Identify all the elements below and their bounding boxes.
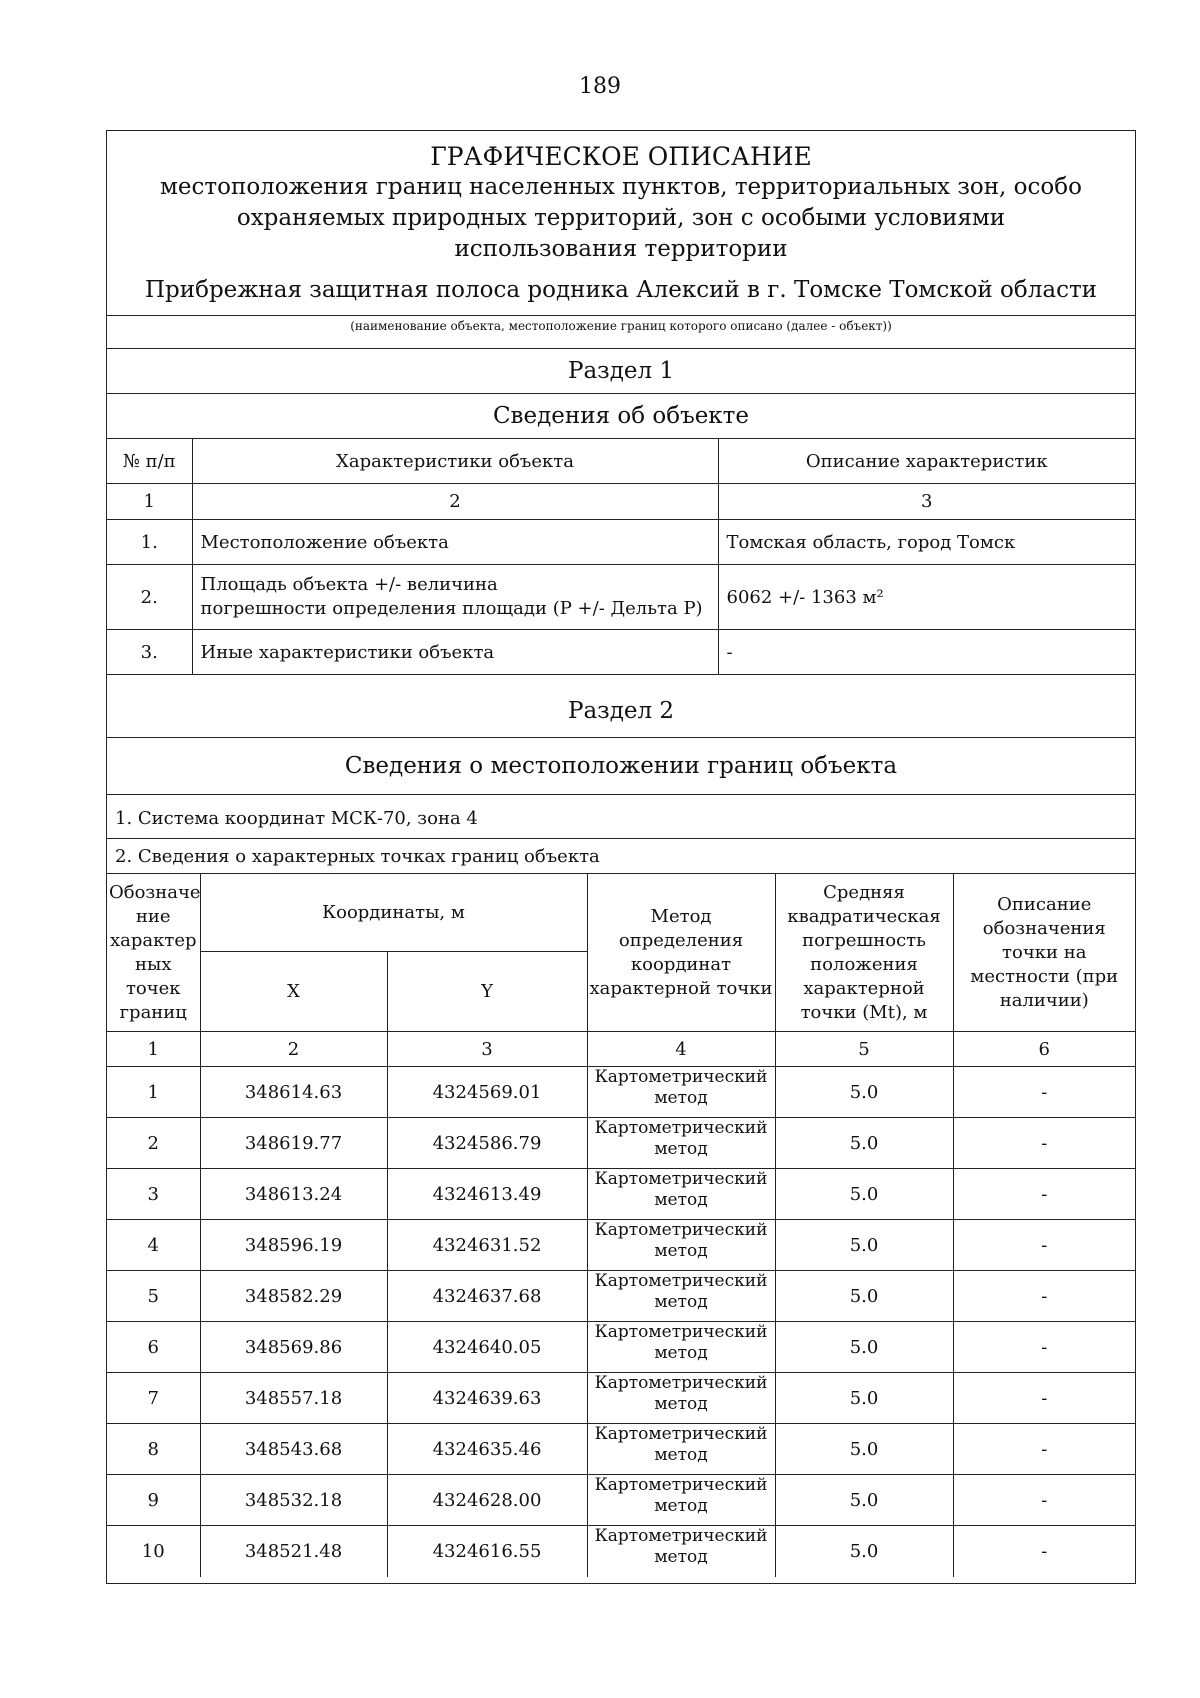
row-number: 2. (107, 565, 192, 630)
point-description: - (953, 1067, 1135, 1118)
point-error: 5.0 (775, 1526, 953, 1577)
point-x: 348613.24 (200, 1169, 387, 1220)
column-number: 3 (387, 1032, 587, 1067)
point-x: 348557.18 (200, 1373, 387, 1424)
section1-title: Раздел 1 (107, 349, 1135, 394)
point-method: Картометрический метод (587, 1424, 775, 1475)
point-x: 348582.29 (200, 1271, 387, 1322)
object-name: Прибрежная защитная полоса родника Алексий в г. Томске Томской области (144, 277, 1098, 303)
column-number: 5 (775, 1032, 953, 1067)
x-header: X (200, 952, 387, 1032)
point-description: - (953, 1424, 1135, 1475)
point-y: 4324569.01 (387, 1067, 587, 1118)
point-description: - (953, 1271, 1135, 1322)
point-number: 10 (107, 1526, 200, 1577)
column-number-row (107, 484, 1135, 520)
column-number: 6 (953, 1032, 1135, 1067)
column-number: 4 (587, 1032, 775, 1067)
characteristic-value: 6062 +/- 1363 м² (718, 565, 1135, 630)
point-method: Картометрический метод (587, 1169, 775, 1220)
point-y: 4324635.46 (387, 1424, 587, 1475)
table-row (107, 1271, 1135, 1322)
point-number: 5 (107, 1271, 200, 1322)
point-description: - (953, 1373, 1135, 1424)
point-description: - (953, 1475, 1135, 1526)
table-row (107, 565, 1135, 630)
points-body (107, 1067, 1135, 1577)
column-header: № п/п (107, 439, 192, 484)
row-number: 3. (107, 630, 192, 675)
point-y: 4324613.49 (387, 1169, 587, 1220)
row-number: 1. (107, 520, 192, 565)
page-number: 189 (579, 74, 621, 99)
point-number: 4 (107, 1220, 200, 1271)
point-method: Картометрический метод (587, 1475, 775, 1526)
point-error: 5.0 (775, 1220, 953, 1271)
characteristic-value: Томская область, город Томск (718, 520, 1135, 565)
point-x: 348619.77 (200, 1118, 387, 1169)
point-x: 348532.18 (200, 1475, 387, 1526)
section2-subtitle: Сведения о местоположении границ объекта (107, 738, 1135, 795)
point-method: Картометрический метод (587, 1220, 775, 1271)
point-error: 5.0 (775, 1067, 953, 1118)
points-table (107, 873, 1135, 1577)
point-method: Картометрический метод (587, 1271, 775, 1322)
document-title: ГРАФИЧЕСКОЕ ОПИСАНИЕ (430, 142, 812, 171)
point-number: 6 (107, 1322, 200, 1373)
point-y: 4324586.79 (387, 1118, 587, 1169)
characteristic-value: - (718, 630, 1135, 675)
point-description: - (953, 1322, 1135, 1373)
point-y: 4324640.05 (387, 1322, 587, 1373)
error-header: Средняя квадратическая погрешность положения характерной точки (Mt), м (775, 874, 953, 1032)
point-method: Картометрический метод (587, 1526, 775, 1577)
point-method: Картометрический метод (587, 1118, 775, 1169)
table-row (107, 1169, 1135, 1220)
point-x: 348521.48 (200, 1526, 387, 1577)
table-header-row (107, 874, 1135, 952)
point-x: 348596.19 (200, 1220, 387, 1271)
characteristic-name (192, 565, 718, 630)
table-row (107, 1118, 1135, 1169)
point-description: - (953, 1169, 1135, 1220)
point-error: 5.0 (775, 1271, 953, 1322)
column-number-row (107, 1032, 1135, 1067)
table-row (107, 1067, 1135, 1118)
characteristic-name-line: погрешности определения площади (P +/- Дельта P) (200, 598, 703, 619)
point-y: 4324628.00 (387, 1475, 587, 1526)
point-x: 348614.63 (200, 1067, 387, 1118)
point-error: 5.0 (775, 1475, 953, 1526)
table-row (107, 1424, 1135, 1475)
point-y: 4324631.52 (387, 1220, 587, 1271)
object-info-table (107, 438, 1135, 675)
point-error: 5.0 (775, 1373, 953, 1424)
point-number: 2 (107, 1118, 200, 1169)
point-number: 9 (107, 1475, 200, 1526)
point-y: 4324639.63 (387, 1373, 587, 1424)
document-frame (106, 130, 1136, 1584)
column-header: Описание характеристик (718, 439, 1135, 484)
column-number: 1 (107, 484, 192, 520)
object-name-underline (107, 315, 1135, 316)
point-x: 348543.68 (200, 1424, 387, 1475)
document-header (107, 131, 1135, 349)
table-row (107, 520, 1135, 565)
column-number: 1 (107, 1032, 200, 1067)
point-description: - (953, 1220, 1135, 1271)
description-header: Описание обозначения точки на местности (при наличии) (953, 874, 1135, 1032)
point-x: 348569.86 (200, 1322, 387, 1373)
designation-header: Обозначе ние характер ных точек границ (107, 874, 200, 1032)
column-number: 3 (718, 484, 1135, 520)
coordinate-system: 1. Система координат МСК-70, зона 4 (107, 795, 1135, 839)
points-title: 2. Сведения о характерных точках границ объекта (107, 839, 1135, 874)
point-description: - (953, 1526, 1135, 1577)
point-y: 4324637.68 (387, 1271, 587, 1322)
document-subtitle: местоположения границ населенных пунктов, территориальных зон, особо охраняемых природных территорий, зон с особыми условиями использования территории (160, 174, 1082, 262)
characteristic-name: Местоположение объекта (192, 520, 718, 565)
section2-title: Раздел 2 (107, 681, 1135, 738)
point-description: - (953, 1118, 1135, 1169)
object-caption: (наименование объекта, местоположение границ которого описано (далее - объект)) (350, 319, 892, 333)
y-header: Y (387, 952, 587, 1032)
point-error: 5.0 (775, 1118, 953, 1169)
table-row (107, 1220, 1135, 1271)
section1-subtitle: Сведения об объекте (107, 394, 1135, 439)
point-method: Картометрический метод (587, 1373, 775, 1424)
characteristic-name-line: Площадь объекта +/- величина (200, 574, 498, 595)
point-number: 3 (107, 1169, 200, 1220)
point-method: Картометрический метод (587, 1067, 775, 1118)
point-number: 7 (107, 1373, 200, 1424)
table-row (107, 1373, 1135, 1424)
coordinates-header: Координаты, м (200, 874, 587, 952)
point-error: 5.0 (775, 1424, 953, 1475)
point-y: 4324616.55 (387, 1526, 587, 1577)
characteristic-name: Иные характеристики объекта (192, 630, 718, 675)
point-number: 1 (107, 1067, 200, 1118)
table-row (107, 1475, 1135, 1526)
point-method: Картометрический метод (587, 1322, 775, 1373)
table-header-row (107, 439, 1135, 484)
method-header: Метод определения координат характерной точки (587, 874, 775, 1032)
table-row (107, 1322, 1135, 1373)
point-number: 8 (107, 1424, 200, 1475)
column-header: Характеристики объекта (192, 439, 718, 484)
point-error: 5.0 (775, 1322, 953, 1373)
point-error: 5.0 (775, 1169, 953, 1220)
table-row (107, 630, 1135, 675)
column-number: 2 (192, 484, 718, 520)
column-number: 2 (200, 1032, 387, 1067)
table-row (107, 1526, 1135, 1577)
